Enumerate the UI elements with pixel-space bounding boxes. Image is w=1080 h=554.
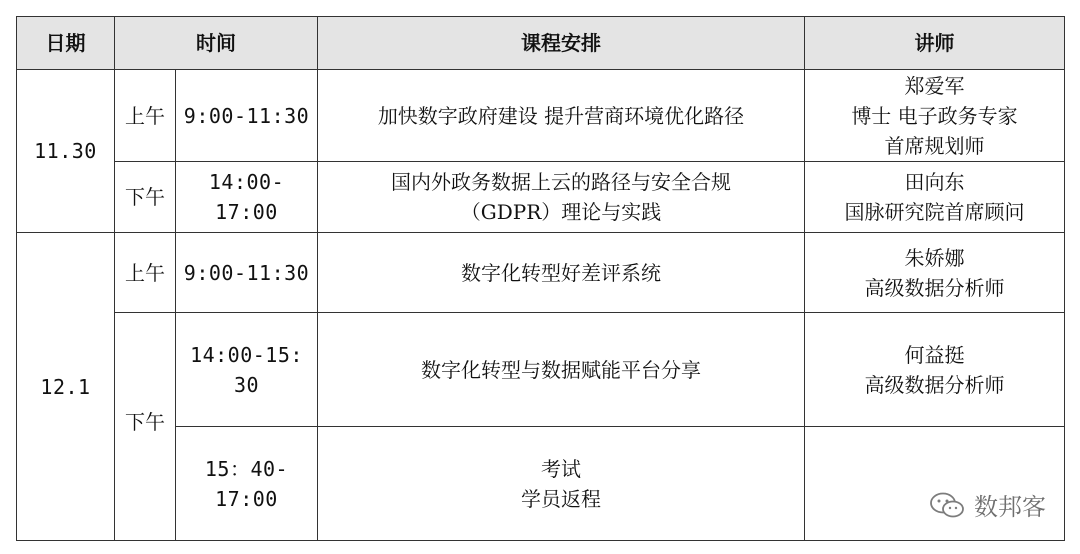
time-cell: [176, 162, 318, 233]
lecturer-name: 何益挺: [904, 342, 965, 367]
watermark: [928, 487, 1046, 522]
period-cell: 上午: [115, 70, 176, 162]
course-line: 考试: [541, 456, 581, 481]
time-line: 15：40-: [204, 456, 289, 481]
time-line: 14:00-17:00: [208, 170, 285, 224]
header-course: 课程安排: [318, 17, 805, 70]
lecturer-title: 高级数据分析师: [864, 275, 1005, 300]
date-cell: 11.30: [17, 70, 115, 233]
table-row: [17, 233, 1065, 313]
course-cell: [318, 70, 805, 162]
course-line: 学员返程: [521, 486, 601, 511]
time-line: 9:00-11:30: [183, 260, 310, 285]
lecturer-cell: [805, 162, 1065, 233]
lecturer-title: 高级数据分析师: [864, 372, 1005, 397]
course-cell: [318, 313, 805, 427]
header-date: 日期: [17, 17, 115, 70]
lecturer-title: 国脉研究院首席顾问: [844, 200, 1025, 224]
time-line: 30: [233, 372, 260, 397]
time-line: 14:00-15:: [190, 342, 303, 367]
table-row: [17, 313, 1065, 427]
course-line: 加快数字政府建设 提升营商环境优化路径: [377, 103, 745, 128]
course-cell: [318, 162, 805, 233]
time-line: 9:00-11:30: [183, 103, 310, 128]
course-line: 国内外政务数据上云的路径与安全合规: [391, 170, 731, 194]
wechat-official-account-icon: [928, 490, 966, 520]
course-cell: [318, 233, 805, 313]
time-cell: [176, 313, 318, 427]
schedule-table: [16, 16, 1065, 541]
watermark-text: 数邦客: [974, 493, 1046, 521]
course-line: （GDPR）理论与实践: [460, 200, 662, 224]
time-cell: [176, 233, 318, 313]
lecturer-cell: [805, 313, 1065, 427]
period-cell: 下午: [115, 162, 176, 233]
table-row: [17, 70, 1065, 162]
lecturer-name: 田向东: [904, 170, 965, 194]
date-cell: 12.1: [17, 233, 115, 541]
lecturer-name: 郑爱军: [904, 73, 965, 98]
time-cell: [176, 70, 318, 162]
period-cell: 上午: [115, 233, 176, 313]
time-cell: [176, 427, 318, 541]
lecturer-cell-empty: [805, 427, 1065, 541]
time-line: 17:00: [215, 486, 278, 511]
lecturer-name: 朱娇娜: [904, 245, 965, 270]
course-line: 数字化转型与数据赋能平台分享: [421, 357, 701, 382]
lecturer-title: 首席规划师: [884, 133, 985, 158]
lecturer-title: 博士 电子政务专家: [851, 103, 1018, 128]
lecturer-cell: [805, 70, 1065, 162]
course-cell: [318, 427, 805, 541]
header-time: 时间: [115, 17, 318, 70]
lecturer-cell: [805, 233, 1065, 313]
period-label: 下午: [125, 410, 165, 434]
header-row: [17, 17, 1065, 70]
period-cell: [115, 313, 176, 541]
table-row: [17, 162, 1065, 233]
course-line: 数字化转型好差评系统: [461, 260, 661, 285]
header-lecturer: 讲师: [805, 17, 1065, 70]
